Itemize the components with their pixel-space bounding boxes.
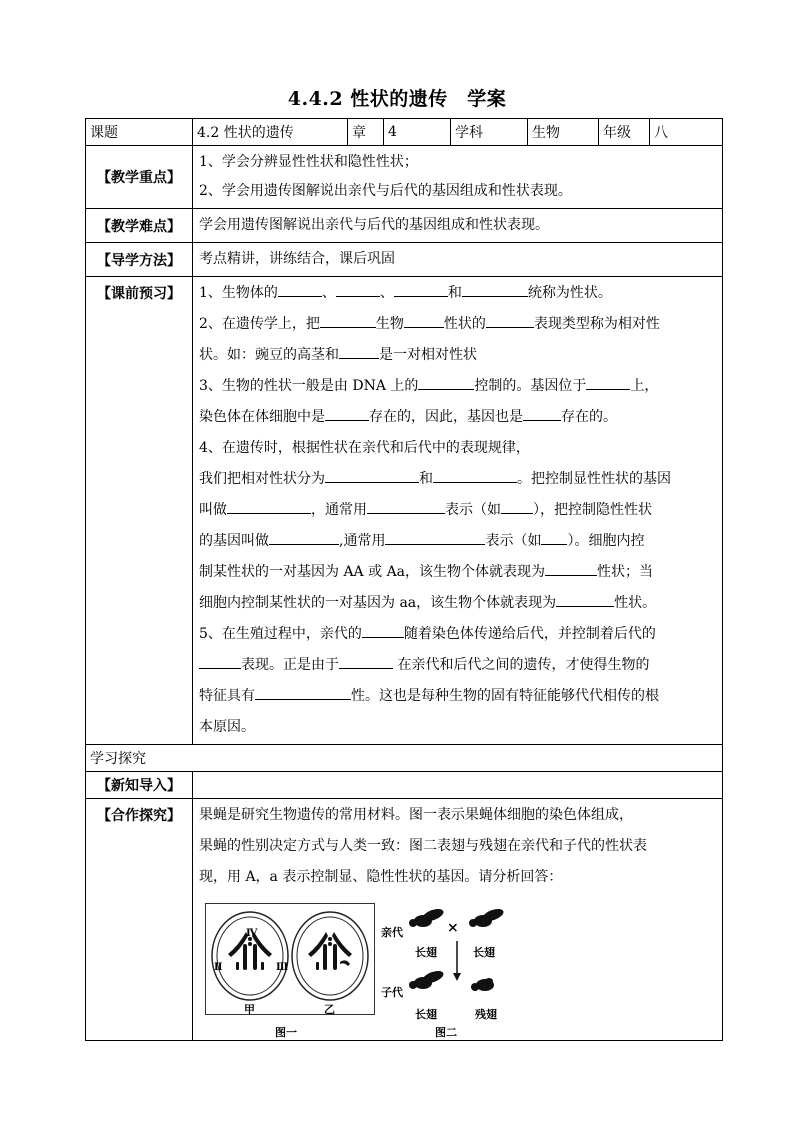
key-point-2: 2、学会用遗传图解说出亲代与后代的基因组成和性状表现。: [199, 183, 572, 199]
chapter-value: 4: [384, 119, 451, 146]
difficulty-row: [86, 209, 723, 243]
preview-q5-line2: 表现。正是由于 在亲代和后代之间的遗传，才使得生物的: [199, 650, 716, 681]
preview-row: [86, 277, 723, 745]
cell-label-jia: 甲: [244, 1003, 255, 1016]
blank-field[interactable]: [545, 561, 597, 576]
key-points-row: [86, 146, 723, 209]
blank-field[interactable]: [523, 406, 561, 421]
child-label: 子代: [381, 986, 403, 999]
blank-field[interactable]: [418, 375, 474, 390]
preview-q4-line4: 的基因叫做 ,通常用 表示（如 ）。细胞内控: [199, 526, 716, 557]
preview-q2-cont: 状。如：豌豆的高茎和 是一对相对性状: [199, 340, 716, 371]
coop-label: 【合作探究】: [86, 799, 193, 1041]
figure-area: [199, 899, 716, 1039]
parent-wing-label-1: 长翅: [415, 946, 437, 959]
blank-field[interactable]: [556, 592, 614, 607]
blank-field[interactable]: [433, 468, 517, 483]
preview-q3: 3、生物的性状一般是由 DNA 上的 控制的。基因位于 上，: [199, 371, 716, 402]
parent-wing-label-2: 长翅: [473, 946, 495, 959]
chromosome-diagram: [206, 904, 374, 1014]
preview-q4: 4、在遗传时，根据性状在亲代和后代中的表现规律，: [199, 440, 530, 456]
blank-field[interactable]: [255, 685, 351, 700]
preview-q5-line4: 本原因。: [199, 719, 255, 735]
subject-label: 学科: [451, 119, 528, 146]
blank-field[interactable]: [325, 406, 369, 421]
preview-label: 【课前预习】: [86, 277, 193, 745]
blank-field[interactable]: [320, 313, 376, 328]
coop-text-3: 现，用 A，a 表示控制显、隐性性状的基因。请分析回答：: [199, 869, 563, 885]
blank-field[interactable]: [541, 530, 567, 545]
cross-symbol: ×: [447, 920, 459, 936]
blank-field[interactable]: [269, 530, 339, 545]
blank-field[interactable]: [325, 468, 419, 483]
preview-q2: 2、在遗传学上，把 生物 性状的 表现类型称为相对性: [199, 309, 716, 340]
blank-field[interactable]: [586, 375, 630, 390]
preview-q5-line3: 特征具有 性。这也是每种生物的固有特征能够代代相传的根: [199, 681, 716, 712]
difficulty-label: 【教学难点】: [86, 209, 193, 243]
preview-q5: 5、在生殖过程中，亲代的 随着染色体传递给后代，并控制着后代的: [199, 619, 716, 650]
method-row: [86, 243, 723, 277]
blank-field[interactable]: [278, 282, 322, 297]
blank-field[interactable]: [199, 654, 241, 669]
method-text: 考点精讲，讲练结合，课后巩固: [193, 243, 723, 277]
chromosome-III-label: Ⅲ: [276, 962, 289, 973]
key-point-1: 1、学会分辨显性性状和隐性性状；: [199, 154, 418, 170]
lesson-plan-table: [85, 118, 723, 1041]
blank-field[interactable]: [394, 282, 448, 297]
difficulty-text: 学会用遗传图解说出亲代与后代的基因组成和性状表现。: [193, 209, 723, 243]
coop-content: [193, 799, 723, 1041]
preview-q3-cont: 染色体在体细胞中是 存在的，因此，基因也是 存在的。: [199, 402, 716, 433]
grade-value: 八: [650, 119, 723, 146]
chapter-label: 章: [348, 119, 384, 146]
preview-q4-line3: 叫做 ，通常用 表示（如 ），把控制隐性性状: [199, 495, 716, 526]
chromosome-figure: [205, 903, 375, 1015]
chromosome-IV-label: Ⅳ: [246, 928, 258, 939]
cell-label-yi: 乙: [324, 1003, 335, 1016]
coop-row: [86, 799, 723, 1041]
preview-content: [193, 277, 723, 745]
grade-label: 年级: [599, 119, 650, 146]
blank-field[interactable]: [462, 282, 528, 297]
explore-row: [86, 745, 723, 772]
blank-field[interactable]: [362, 623, 404, 638]
coop-text-2: 果蝇的性别决定方式与人类一致：图二表翅与残翅在亲代和子代的性状表: [199, 838, 647, 854]
new-intro-content: [193, 772, 723, 799]
page-title: 4.4.2 性状的遗传 学案: [287, 88, 507, 110]
preview-q4-line2: 我们把相对性状分为 和 。把控制显性性状的基因: [199, 464, 716, 495]
explore-label: 学习探究: [86, 745, 723, 772]
blank-field[interactable]: [339, 654, 393, 669]
preview-q4-line6: 细胞内控制某性状的一对基因为 aa，该生物个体就表现为 性状。: [199, 588, 716, 619]
coop-text-1: 果蝇是研究生物遗传的常用材料。图一表示果蝇体细胞的染色体组成，: [199, 807, 633, 823]
child-wing-label-2: 残翅: [475, 1008, 497, 1021]
method-label: 【导学方法】: [86, 243, 193, 277]
blank-field[interactable]: [367, 499, 445, 514]
preview-q4-line5: 制某性状的一对基因为 AA 或 Aa，该生物个体就表现为 性状；当: [199, 557, 716, 588]
new-intro-label: 【新知导入】: [86, 772, 193, 799]
blank-field[interactable]: [339, 344, 379, 359]
blank-field[interactable]: [336, 282, 380, 297]
fly-icon: [471, 978, 494, 991]
fly-icon: [409, 969, 445, 989]
subject-value: 生物: [528, 119, 599, 146]
fly-icon: [469, 907, 505, 927]
parent-label: 亲代: [381, 926, 403, 939]
blank-field[interactable]: [404, 313, 444, 328]
figure-2-caption: 图二: [435, 1026, 457, 1039]
topic-value: 4.2 性状的遗传: [193, 119, 348, 146]
key-points-label: 【教学重点】: [86, 146, 193, 209]
fly-icon: [409, 907, 445, 927]
header-row: [86, 119, 723, 146]
blank-field[interactable]: [385, 530, 485, 545]
child-wing-label-1: 长翅: [415, 1008, 437, 1021]
figure-1-caption: 图一: [275, 1026, 297, 1039]
new-intro-row: [86, 772, 723, 799]
preview-q1: 1、生物体的 、 、 和 统称为性状。: [199, 278, 716, 309]
blank-field[interactable]: [227, 499, 311, 514]
chromosome-II-label: Ⅱ: [214, 962, 223, 973]
blank-field[interactable]: [486, 313, 534, 328]
blank-field[interactable]: [501, 499, 533, 514]
topic-label: 课题: [86, 119, 193, 146]
